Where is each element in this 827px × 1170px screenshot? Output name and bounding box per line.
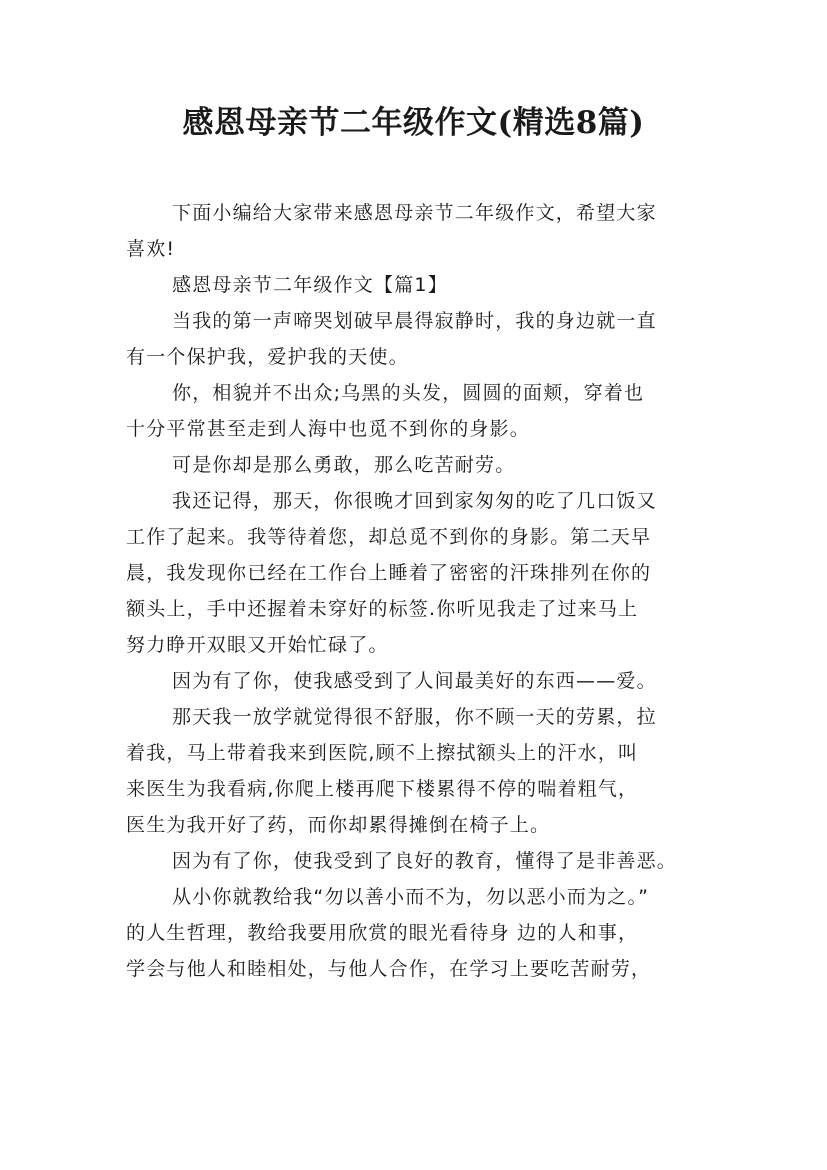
- paragraph-line: 的人生哲理，教给我要用欣赏的眼光看待身 边的人和事，: [126, 922, 639, 944]
- document-body: [126, 195, 716, 987]
- paragraph-line: 因为有了你，使我感受到了人间最美好的东西——爱。: [172, 670, 657, 692]
- paragraph-line: 额头上，手中还握着未穿好的标签.你听见我走了过来马上: [126, 598, 639, 620]
- paragraph-line: 可是你却是那么勇敢，那么吃苦耐劳。: [172, 454, 516, 476]
- paragraph-line: 着我，马上带着我来到医院,顾不上擦拭额头上的汗水，叫: [126, 742, 639, 764]
- page-title: 感恩母亲节二年级作文(精选8篇): [182, 105, 645, 141]
- paragraph-line: 有一个保护我，爱护我的天使。: [126, 346, 409, 368]
- paragraph-line: 我还记得，那天，你很晚才回到家匆匆的吃了几口饭又: [172, 490, 657, 512]
- paragraph-line: 喜欢!: [126, 238, 176, 260]
- paragraph-line: 学会与他人和睦相处，与他人合作，在学习上要吃苦耐劳，: [126, 958, 652, 980]
- paragraph-line: 努力睁开双眼又开始忙碌了。: [126, 634, 389, 656]
- paragraph-line: 从小你就教给我“勿以善小而不为，勿以恶小而为之。”: [172, 886, 650, 908]
- paragraph-line: 晨，我发现你已经在工作台上睡着了密密的汗珠排列在你的: [126, 562, 652, 584]
- paragraph-line: 你，相貌并不出众;乌黑的头发，圆圆的面颊，穿着也: [172, 382, 645, 404]
- paragraph-line: 医生为我开好了药，而你却累得摊倒在椅子上。: [126, 814, 551, 836]
- paragraph-line: 工作了起来。我等待着您，却总觅不到你的身影。第二天早: [126, 526, 652, 548]
- paragraph-line: 感恩母亲节二年级作文【篇1】: [172, 274, 448, 296]
- paragraph-line: 那天我一放学就觉得很不舒服，你不顾一天的劳累，拉: [172, 706, 657, 728]
- paragraph-line: 十分平常甚至走到人海中也觅不到你的身影。: [126, 418, 531, 440]
- paragraph-line: 因为有了你，使我受到了良好的教育，懂得了是非善恶。: [172, 850, 678, 872]
- paragraph-line: 下面小编给大家带来感恩母亲节二年级作文，希望大家: [172, 202, 657, 224]
- paragraph-line: 当我的第一声啼哭划破早晨得寂静时，我的身边就一直: [172, 310, 657, 332]
- paragraph-line: 来医生为我看病,你爬上楼再爬下楼累得不停的喘着粗气，: [126, 778, 639, 800]
